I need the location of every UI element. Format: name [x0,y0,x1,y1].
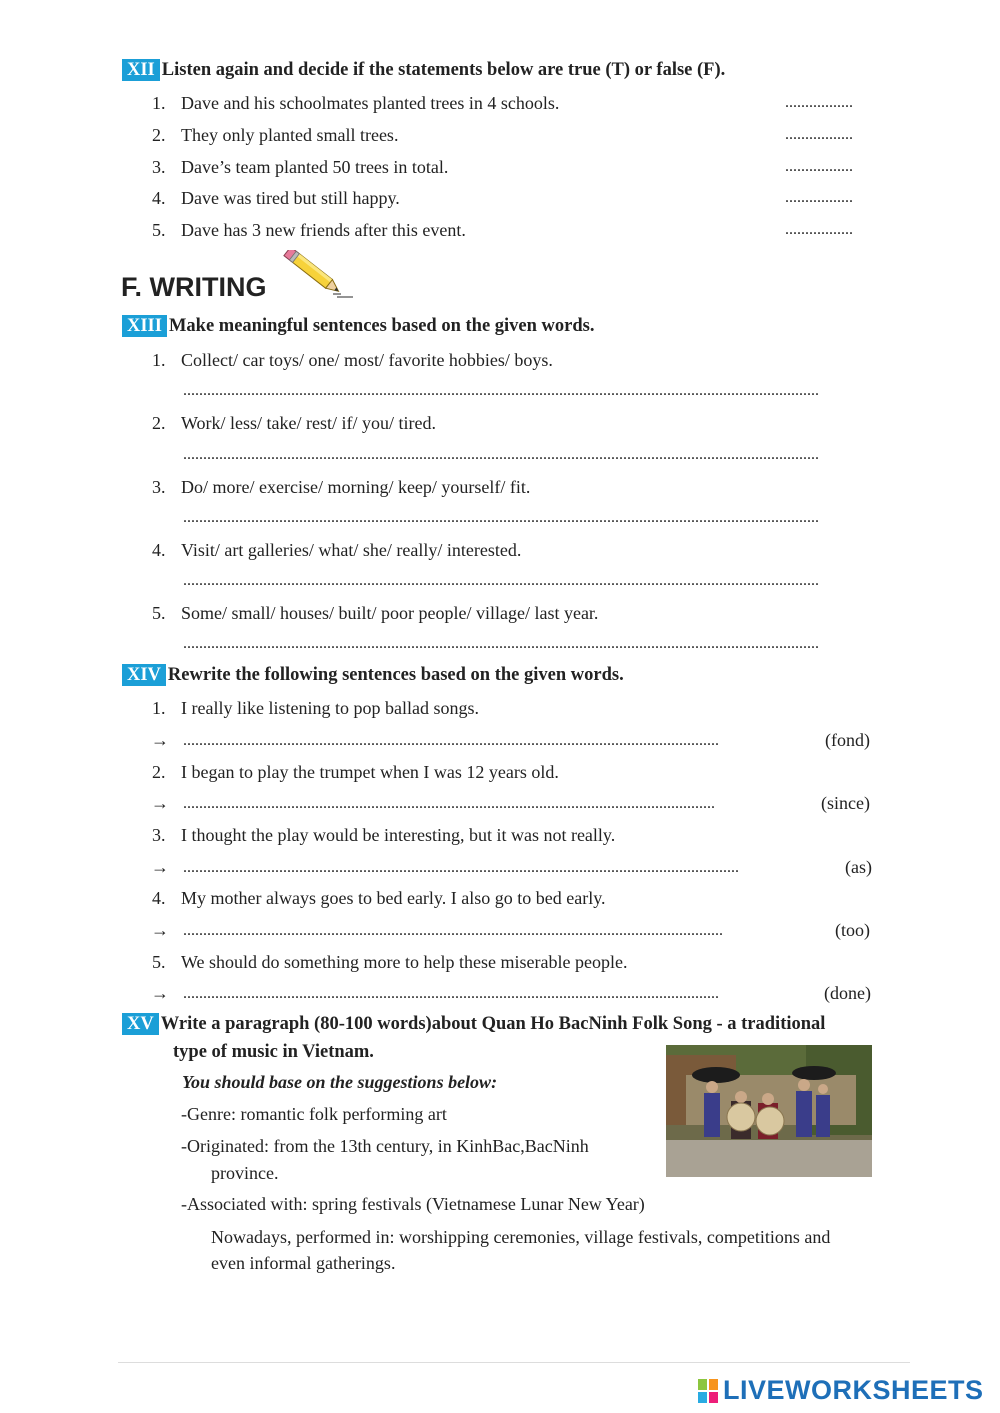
keyword-hint: (as) [845,857,872,877]
answer-line[interactable]: ...................................................................................................................................... [183,985,719,1002]
item-number: 4. [152,888,166,908]
suggestion-nowadays: Nowadays, performed in: worshipping ceremonies, village festivals, competitions and [211,1227,831,1247]
keyword-hint: (too) [835,920,870,940]
statement-text: Dave has 3 new friends after this event. [181,220,466,240]
section-instruction: Rewrite the following sentences based on the given words. [167,665,624,685]
arrow-icon: → [151,857,169,877]
answer-line[interactable]: ............................................................................................................................................................... [183,446,819,463]
statement-text: Dave was tired but still happy. [181,188,400,208]
item-number: 1. [152,93,166,113]
section-tag: XIII [122,315,167,337]
prompt-text: Work/ less/ take/ rest/ if/ you/ tired. [181,413,436,433]
arrow-icon: → [151,730,169,750]
suggestion-heading: You should base on the suggestions below: [182,1072,498,1092]
source-sentence: My mother always goes to bed early. I also go to bed early. [181,888,606,908]
source-sentence: I thought the play would be interesting, but it was not really. [181,825,616,845]
item-number: 2. [152,762,166,782]
writing-title: F. WRITING [121,272,267,302]
liveworksheets-logo[interactable]: LIVEWORKSHEETS [723,1375,984,1405]
suggestion-genre: -Genre: romantic folk performing art [181,1104,447,1124]
answer-line[interactable]: ............................................................................................................................................................... [183,572,819,589]
section-instruction: Make meaningful sentences based on the given words. [168,316,595,336]
answer-line[interactable]: ............................................................................................................................................................... [183,382,819,399]
prompt-text: Do/ more/ exercise/ morning/ keep/ yourself/ fit. [181,477,531,497]
answer-blank[interactable]: ................. [785,94,853,111]
statement-text: Dave’s team planted 50 trees in total. [181,157,449,177]
item-number: 5. [152,220,166,240]
section-xii-heading [122,60,725,81]
section-xiv-heading [122,665,624,686]
item-number: 3. [152,157,166,177]
answer-line[interactable]: ....................................................................................................................................... [183,922,723,939]
arrow-icon: → [151,920,169,940]
section-xiii-heading [122,316,594,337]
liveworksheets-logo-icon [697,1378,719,1404]
section-xv-heading [122,1014,825,1035]
section-instruction: Write a paragraph (80-100 words)about Quan Ho BacNinh Folk Song - a traditional [160,1014,826,1034]
keyword-hint: (fond) [825,730,870,750]
answer-blank[interactable]: ................. [785,189,853,206]
item-number: 2. [152,125,166,145]
source-sentence: I began to play the trumpet when I was 12 years old. [181,762,559,782]
item-number: 3. [152,477,166,497]
statement-text: They only planted small trees. [181,125,399,145]
answer-line[interactable]: ............................................................................................................................................................... [183,635,819,652]
item-number: 1. [152,698,166,718]
suggestion-associated: -Associated with: spring festivals (Vietnamese Lunar New Year) [181,1194,645,1214]
statement-text: Dave and his schoolmates planted trees in 4 schools. [181,93,560,113]
answer-blank[interactable]: ................. [785,221,853,238]
answer-line[interactable]: ............................................................................................................................................................... [183,509,819,526]
section-instruction: Listen again and decide if the statements below are true (T) or false (F). [161,60,726,80]
answer-blank[interactable]: ................. [785,158,853,175]
keyword-hint: (since) [821,793,870,813]
section-tag: XII [122,59,160,81]
answer-blank[interactable]: ................. [785,126,853,143]
item-number: 5. [152,952,166,972]
item-number: 4. [152,540,166,560]
source-sentence: I really like listening to pop ballad songs. [181,698,479,718]
section-tag: XV [122,1013,159,1035]
keyword-hint: (done) [824,983,871,1003]
section-tag: XIV [122,664,166,686]
section-instruction-cont: type of music in Vietnam. [173,1042,374,1062]
item-number: 5. [152,603,166,623]
source-sentence: We should do something more to help these miserable people. [181,952,628,972]
item-number: 1. [152,350,166,370]
arrow-icon: → [151,983,169,1003]
arrow-icon: → [151,793,169,813]
pencil-icon [283,250,359,302]
answer-line[interactable]: ..................................................................................................................................... [183,795,715,812]
quan-ho-photo [666,1045,872,1177]
suggestion-originated: -Originated: from the 13th century, in KinhBac,BacNinh [181,1136,589,1156]
item-number: 4. [152,188,166,208]
prompt-text: Collect/ car toys/ one/ most/ favorite hobbies/ boys. [181,350,553,370]
suggestion-nowadays-cont: even informal gatherings. [211,1253,396,1273]
answer-line[interactable]: ...................................................................................................................................... [183,732,719,749]
prompt-text: Visit/ art galleries/ what/ she/ really/ interested. [181,540,522,560]
footer-divider [118,1362,910,1363]
prompt-text: Some/ small/ houses/ built/ poor people/ village/ last year. [181,603,599,623]
item-number: 2. [152,413,166,433]
item-number: 3. [152,825,166,845]
suggestion-originated-cont: province. [211,1163,279,1183]
answer-line[interactable]: ........................................................................................................................................... [183,859,739,876]
